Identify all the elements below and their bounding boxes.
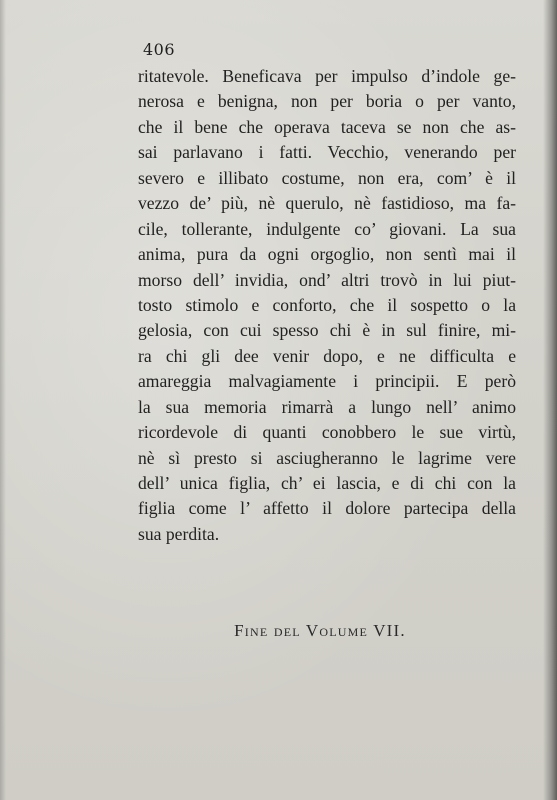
text-line: ricordevole di quanti conobbero le sue virtù, <box>138 422 516 443</box>
text-line: vezzo de’ più, nè querulo, nè fastidioso, ma fa- <box>138 193 516 214</box>
bleed-through-text <box>290 528 550 675</box>
body-text <box>138 64 516 547</box>
text-line: anima, pura da ogni orgoglio, non sentì mai il <box>138 244 516 265</box>
text-line: sua perdita. <box>138 523 220 544</box>
text-line: ra chi gli dee venir dopo, e ne difficulta e <box>138 345 516 366</box>
page-number: 406 <box>143 40 176 59</box>
text-line: nè sì presto si asciugheranno le lagrime vere <box>138 447 516 468</box>
page-left-edge-shadow <box>0 0 6 800</box>
text-line: dell’ unica figlia, ch’ ei lascia, e di chi con la <box>138 473 516 493</box>
text-line: nerosa e benigna, non per boria o per vanto, <box>138 91 516 112</box>
text-line: amareggia malvagiamente i principii. E però <box>138 371 516 392</box>
text-line: ritatevole. Beneficava per impulso d’indole ge- <box>138 66 516 86</box>
page-right-edge-shadow <box>543 0 557 800</box>
text-line: figlia come l’ affetto il dolore partecipa della <box>138 498 516 519</box>
text-line: gelosia, con cui spesso chi è in sul finire, mi- <box>138 320 516 341</box>
text-line: morso dell’ invidia, ond’ altri trovò in lui piut- <box>138 269 516 290</box>
text-line: tosto stimolo e conforto, che il sospetto o la <box>138 294 516 315</box>
closing-line <box>0 621 557 641</box>
text-line: la sua memoria rimarrà a lungo nell’ animo <box>138 396 516 417</box>
text-line: sai parlavano i fatti. Vecchio, venerando per <box>138 142 516 163</box>
text-line: severo e illibato costume, non era, com’ è il <box>138 167 516 188</box>
text-line: che il bene che operava taceva se non che as- <box>138 116 516 137</box>
text-line: cile, tollerante, indulgente co’ giovani. La sua <box>138 218 516 239</box>
closing-text: Fine del Volume VII. <box>234 621 406 640</box>
